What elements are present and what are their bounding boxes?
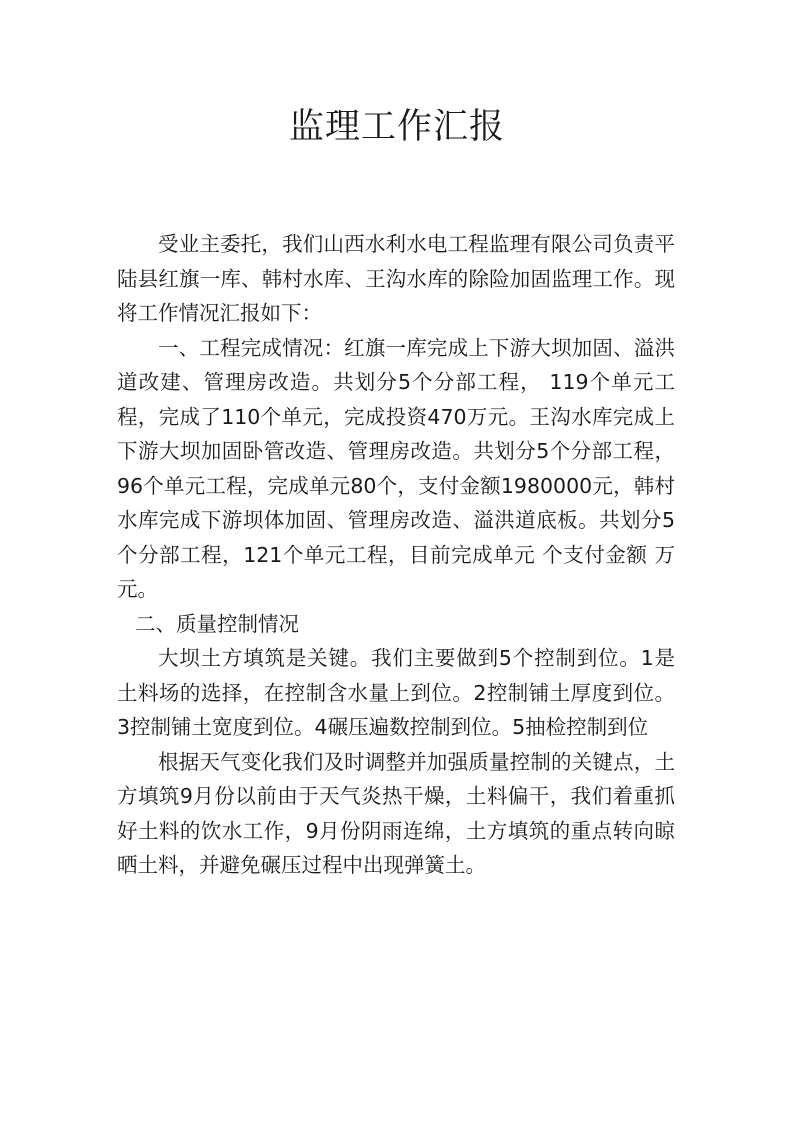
document-body xyxy=(117,227,675,883)
paragraph-project-completion: 一、工程完成情况：红旗一库完成上下游大坝加固、溢洪道改建、管理房改造。共划分5个分部工程， 119个单元工程，完成了110个单元，完成投资470万元。王沟水库完成上下游大坝加固卧管改造、管理房改造。共划分5个分部工程，96个单元工程，完成单元80个，支付金额1980000元，韩村水库完成下游坝体加固、管理房改造、溢洪道底板。共划分5个分部工程，121个单元工程，目前完成单元 个支付金额 万元。 xyxy=(117,335,675,601)
paragraph-weather-adjustment: 根据天气变化我们及时调整并加强质量控制的关键点，土方填筑9月份以前由于天气炎热干燥，土料偏干，我们着重抓好土料的饮水工作，9月份阴雨连绵，土方填筑的重点转向晾晒土料，并避免碾压过程中出现弹簧土。 xyxy=(117,749,675,877)
document-title: 监理工作汇报 xyxy=(288,107,505,147)
paragraph-earthwork-control: 大坝土方填筑是关键。我们主要做到5个控制到位。1是土料场的选择，在控制含水量上到位。2控制铺土厚度到位。3控制铺土宽度到位。4碾压遍数控制到位。5抽检控制到位 xyxy=(117,646,675,739)
paragraph-intro: 受业主委托，我们山西水利水电工程监理有限公司负责平陆县红旗一库、韩村水库、王沟水库的除险加固监理工作。现将工作情况汇报如下： xyxy=(117,232,675,325)
section-heading-quality-control: 二、质量控制情况 xyxy=(135,611,299,636)
